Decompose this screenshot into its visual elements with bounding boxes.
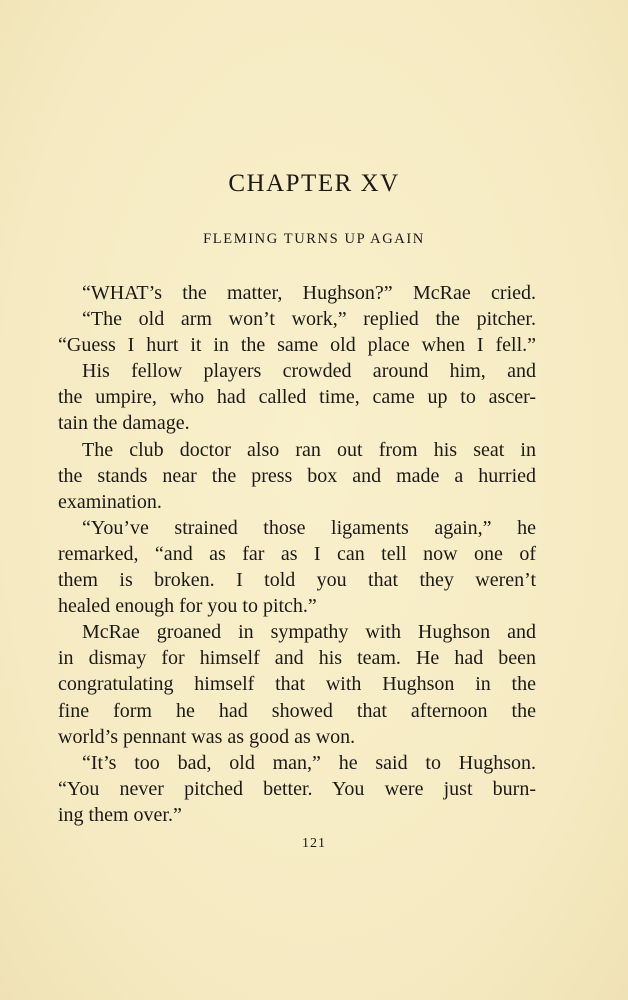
text-line: examination. <box>58 490 162 513</box>
text-line: The club doctor also ran out from his seat in <box>82 438 536 461</box>
body-text <box>58 280 536 828</box>
text-line: McRae groaned in sympathy with Hughson and <box>82 621 536 644</box>
text-line: the umpire, who had called time, came up to ascer- <box>58 386 536 409</box>
text-line: world’s pennant was as good as won. <box>58 725 356 748</box>
text-line: tain the damage. <box>58 412 190 435</box>
text-line: ing them over.” <box>58 803 182 826</box>
text-line: “Guess I hurt it in the same old place when I fell.” <box>58 334 536 357</box>
text-line: “WHAT’s the matter, Hughson?” McRae cried. <box>82 282 536 304</box>
text-line: “It’s too bad, old man,” he said to Hughson. <box>82 751 536 774</box>
text-line: remarked, “and as far as I can tell now one of <box>58 542 536 565</box>
text-line: the stands near the press box and made a hurried <box>58 464 536 487</box>
text-line: congratulating himself that with Hughson in the <box>58 673 536 696</box>
text-line: healed enough for you to pitch.” <box>58 595 317 618</box>
text-line: them is broken. I told you that they weren’t <box>58 569 536 592</box>
page-number: 121 <box>302 836 326 851</box>
text-line: “The old arm won’t work,” replied the pitcher. <box>82 308 536 331</box>
text-line: in dismay for himself and his team. He had been <box>58 647 536 670</box>
chapter-title: FLEMING TURNS UP AGAIN <box>203 231 425 247</box>
text-line: His fellow players crowded around him, and <box>82 360 536 383</box>
text-line: fine form he had showed that afternoon the <box>58 699 536 722</box>
text-line: “You never pitched better. You were just burn- <box>58 777 536 800</box>
chapter-heading: CHAPTER XV <box>228 170 400 197</box>
text-line: “You’ve strained those ligaments again,” he <box>82 516 536 539</box>
